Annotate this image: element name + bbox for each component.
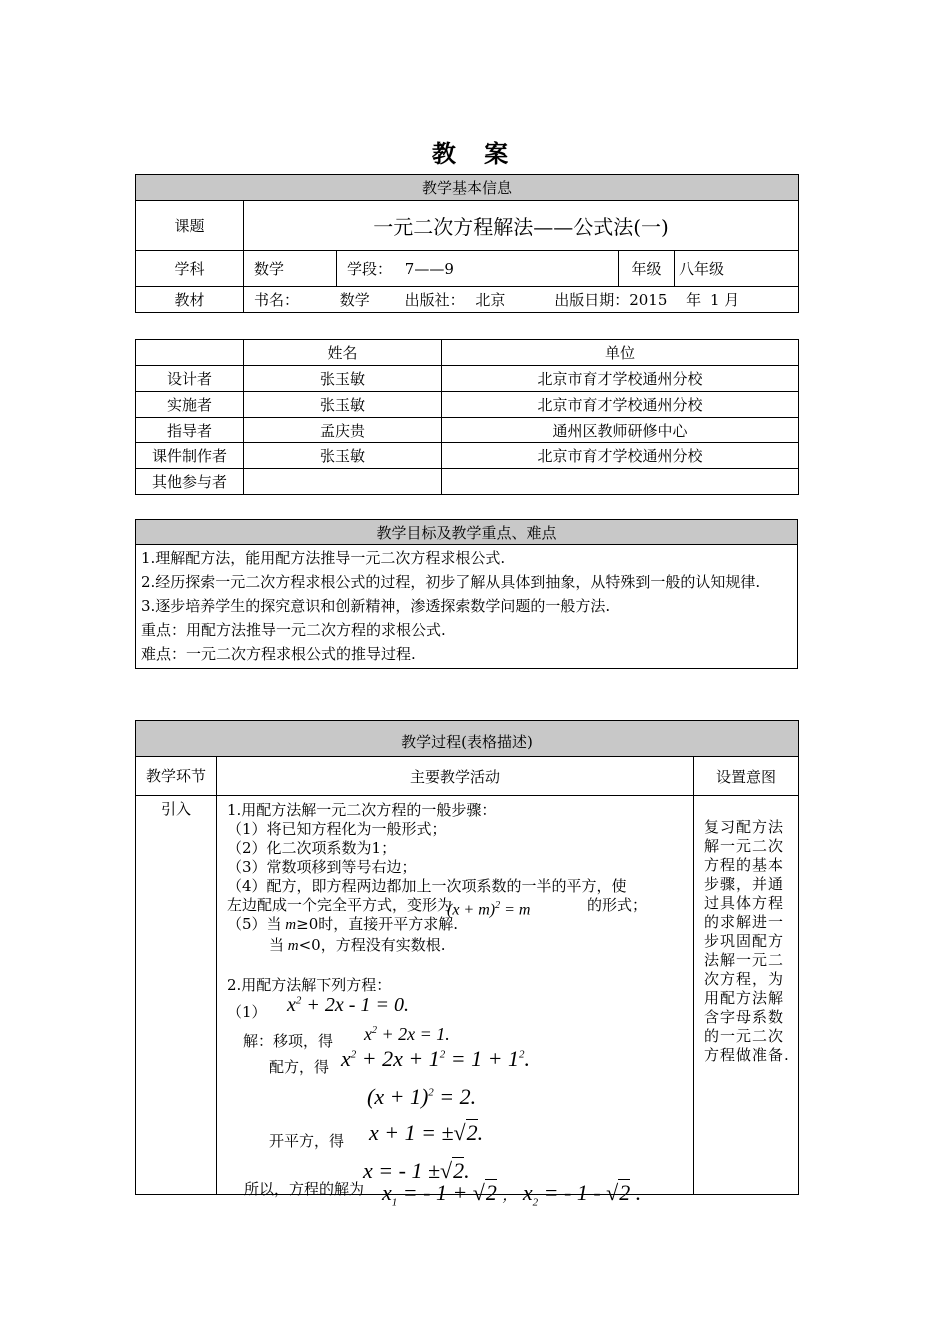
table-row: [136, 469, 799, 495]
role-cell: 设计者: [136, 366, 244, 392]
complete-square-label: 配方，得: [269, 1058, 330, 1076]
lesson-topic: 一元二次方程解法——公式法(一): [244, 201, 799, 251]
unit-cell: 北京市育才学校通州分校: [442, 392, 799, 418]
book-value: 数学: [339, 291, 370, 309]
role-cell: 指导者: [136, 418, 244, 443]
unit-cell: [442, 469, 799, 495]
unit-cell: 北京市育才学校通州分校: [442, 443, 799, 469]
unit-cell: 通州区教师研修中心: [442, 418, 799, 443]
step-6-prefix: 当: [269, 936, 285, 954]
year-unit: 年: [686, 291, 702, 309]
step-5-suffix: ≥0时，直接开平方求解.: [296, 915, 459, 933]
step-3: （3）常数项移到等号右边；: [227, 858, 417, 876]
objective-item: 2.经历探索一元二次方程求根公式的过程，初步了解从具体到抽象，从特殊到一般的认知规律.: [141, 573, 761, 591]
objectives-body: [136, 545, 798, 669]
objective-item: 3.逐步培养学生的探究意识和创新精神，渗透探索数学问题的一般方法.: [141, 597, 611, 615]
objectives-table: [135, 519, 798, 669]
step-6: 当 m<0，方程没有实数根.: [269, 936, 446, 954]
textbook-label: 教材: [136, 287, 244, 313]
stage-cell: [337, 251, 619, 287]
role-cell: 实施者: [136, 392, 244, 418]
basic-info-table: [135, 174, 799, 313]
solution-label: 所以，方程的解为: [244, 1180, 365, 1198]
col-activity-header: 主要教学活动: [217, 757, 694, 796]
doc-title: 教 案: [431, 139, 519, 168]
book-label: 书名：: [254, 291, 300, 309]
table-row: [136, 418, 799, 443]
publisher-value: 北京: [475, 291, 506, 309]
role-cell: 其他参与者: [136, 469, 244, 495]
month-unit: 月: [724, 291, 740, 309]
intent-cell: 复习配方法解一元二次方程的基本步骤，并通过具体方程的求解进一步巩固配方法解一元二次方程，为用配方法解含字母系数的一元二次方程做准备.: [694, 796, 799, 1195]
basic-info-header: 教学基本信息: [136, 175, 799, 201]
unit-cell: 北京市育才学校通州分校: [442, 366, 799, 392]
step-6-suffix: <0，方程没有实数根.: [298, 936, 446, 954]
col-unit-header: 单位: [442, 340, 799, 366]
stage-value: 7——9: [404, 260, 454, 278]
step-2: （2）化二次项系数为1；: [227, 839, 397, 857]
publisher-label: 出版社：: [404, 291, 465, 309]
name-cell: 张玉敏: [244, 392, 442, 418]
date-month: 1: [709, 291, 720, 309]
topic-label: 课题: [136, 201, 244, 251]
equation-root: x + 1 = ±√2.: [369, 1120, 484, 1145]
equation-square: $(x + 1)^2 = 2$.: [367, 1084, 477, 1109]
grade-value: 八年级: [675, 251, 799, 287]
stage-label: 学段：: [347, 260, 393, 278]
equation-completed: $x^2 + 2x + 1^2 = 1 + 1^2$.: [341, 1046, 530, 1071]
table-row: [136, 443, 799, 469]
take-root-label: 开平方，得: [269, 1132, 345, 1150]
people-table: [135, 339, 799, 495]
name-cell: 张玉敏: [244, 443, 442, 469]
difficulty: 难点：一元二次方程求根公式的推导过程.: [141, 645, 416, 663]
name-cell: 张玉敏: [244, 366, 442, 392]
stage-cell: 引入: [136, 796, 217, 1195]
step-5-prefix: （5）当: [227, 915, 282, 933]
final-roots: $x_1$ = - 1 + √2 ， $x_2$ = - 1 - √2 .: [382, 1180, 642, 1209]
col-intent-header: 设置意图: [694, 757, 799, 796]
textbook-info: [244, 287, 799, 313]
people-corner: [136, 340, 244, 366]
step-5: （5）当 m≥0时，直接开平方求解.: [227, 915, 459, 933]
date-year: 2015: [629, 291, 668, 309]
date-label: 出版日期：: [554, 291, 630, 309]
formula-square-form: $(x + m)^2 = m$: [447, 900, 531, 919]
table-row: [136, 392, 799, 418]
example-heading: 2.用配方法解下列方程：: [227, 976, 392, 994]
step-4-cont: 左边配成一个完全平方式，变形为: [227, 896, 453, 914]
col-stage-header: 教学环节: [136, 757, 217, 796]
name-cell: 孟庆贵: [244, 418, 442, 443]
grade-label: 年级: [619, 251, 675, 287]
objectives-header: 教学目标及教学重点、难点: [136, 520, 798, 545]
equation-1: $x^2 + 2x - 1 = 0$.: [287, 994, 409, 1016]
subject-value: 数学: [244, 251, 337, 287]
key-point: 重点：用配方法推导一元二次方程的求根公式.: [141, 621, 446, 639]
name-cell: [244, 469, 442, 495]
equation-solution: x = - 1 ±√2.: [363, 1158, 470, 1183]
move-term-label: 解：移项，得: [243, 1032, 334, 1050]
problem-1-label: （1）: [227, 1003, 267, 1021]
step-heading: 1.用配方法解一元二次方程的一般步骤：: [227, 801, 497, 819]
role-cell: 课件制作者: [136, 443, 244, 469]
table-row: [136, 366, 799, 392]
activity-cell: [217, 796, 694, 1195]
objective-item: 1.理解配方法，能用配方法推导一元二次方程求根公式.: [141, 549, 506, 567]
subject-label: 学科: [136, 251, 244, 287]
col-name-header: 姓名: [244, 340, 442, 366]
process-table: [135, 720, 799, 1195]
step-1: （1）将已知方程化为一般形式；: [227, 820, 447, 838]
equation-moved: $x^2 + 2x = 1$.: [364, 1024, 450, 1044]
process-header: 教学过程(表格描述): [136, 721, 799, 757]
step-4-end: 的形式；: [587, 896, 648, 914]
step-4: （4）配方，即方程两边都加上一次项系数的一半的平方，使: [227, 877, 627, 895]
